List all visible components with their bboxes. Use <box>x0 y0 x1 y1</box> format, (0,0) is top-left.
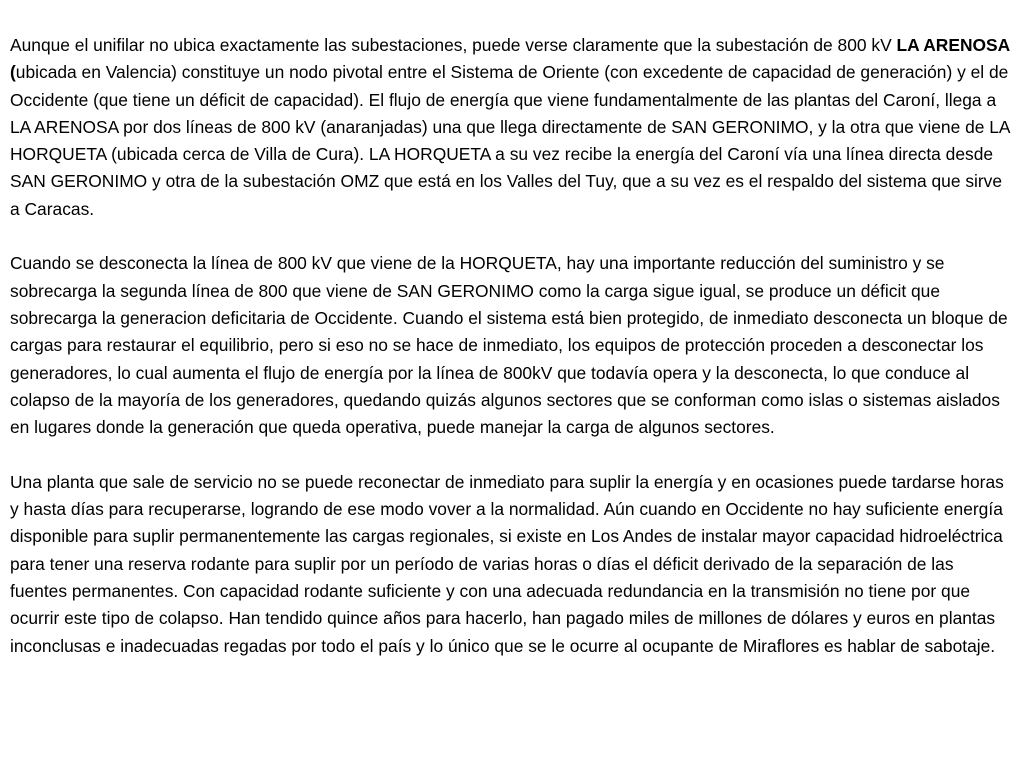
paragraph-plant-recovery: Una planta que sale de servicio no se puede reconectar de inmediato para suplir la energía y en ocasiones puede tardarse horas y hasta días para recuperarse, logrando de ese modo vover a la normalidad. Aún cuando en Occidente no hay suficiente energía disponible para suplir permanentemente las cargas regionales, si existe en Los Andes de instalar mayor capacidad hidroeléctrica para tener una reserva rodante para suplir por un período de varias horas o días el déficit derivado de la separación de las fuentes permanentes. Con capacidad rodante suficiente y con una adecuada redundancia en la transmisión no tiene por que ocurrir este tipo de colapso. Han tendido quince años para hacerlo, han pagado miles de millones de dólares y euros en plantas inconclusas e inadecuadas regadas por todo el país y lo único que se le ocurre al ocupante de Miraflores es hablar de sabotaje. <box>10 471 1004 656</box>
slide-body <box>10 32 1014 660</box>
paragraph-1-text-end: ubicada en Valencia) constituye un nodo pivotal entre el Sistema de Oriente (con excedente de capacidad de generación) y el de Occidente (que tiene un déficit de capacidad). El flujo de energía que viene fundamentalmente de las plantas del Caroní, llega a LA ARENOSA por dos líneas de 800 kV (anaranjadas) una que llega directamente de SAN GERONIMO, y la otra que viene de LA HORQUETA (ubicada cerca de Villa de Cura). LA HORQUETA a su vez recibe la energía del Caroní vía una línea directa desde SAN GERONIMO y otra de la subestación OMZ que está en los Valles del Tuy, que a su vez es el respaldo del sistema que sirve a Caracas. <box>10 62 1010 219</box>
paragraph-arenosa-node <box>10 32 1014 223</box>
paragraph-1-text-start: Aunque el unifilar no ubica exactamente las subestaciones, puede verse claramente que la subestación de 800 kV <box>10 35 897 55</box>
la-arenosa-bold-label: LA ARENOSA ( <box>10 35 1010 83</box>
paragraph-line-disconnection: Cuando se desconecta la línea de 800 kV que viene de la HORQUETA, hay una importante reducción del suministro y se sobrecarga la segunda línea de 800 que viene de SAN GERONIMO como la carga sigue igual, se produce un déficit que sobrecarga la generacion deficitaria de Occidente. Cuando el sistema está bien protegido, de inmediato desconecta un bloque de cargas para restaurar el equilibrio, pero si eso no se hace de inmediato, los equipos de protección proceden a desconectar los generadores, lo cual aumenta el flujo de energía por la línea de 800kV que todavía opera y la desconecta, lo que conduce al colapso de la mayoría de los generadores, quedando quizás algunos sectores que se conforman como islas o sistemas aislados en lugares donde la generación que queda operativa, puede manejar la carga de algunos sectores. <box>10 253 1008 438</box>
